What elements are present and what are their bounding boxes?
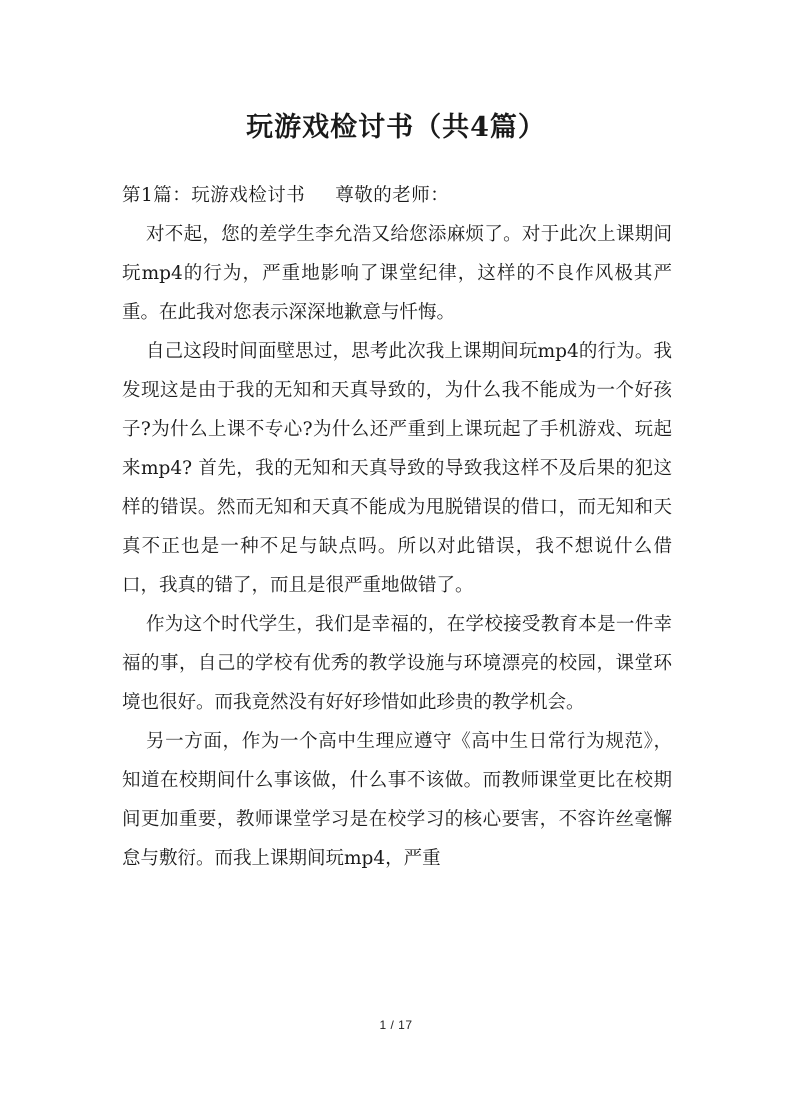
- salutation: 尊敬的老师：: [335, 185, 450, 206]
- page-number-indicator: 1 / 17: [379, 1018, 413, 1032]
- paragraph-1: 对不起，您的差学生李允浩又给您添麻烦了。对于此次上课期间玩mp4的行为，严重地影响了课堂纪律，这样的不良作风极其严重。在此我对您表示深深地歉意与忏悔。: [122, 224, 672, 323]
- document-body: [122, 176, 672, 878]
- paragraph-3: 作为这个时代学生，我们是幸福的，在学校接受教育本是一件幸福的事，自己的学校有优秀的教学设施与环境漂亮的校园，课堂环境也很好。而我竟然没有好好珍惜如此珍贵的教学机会。: [122, 614, 672, 713]
- section-heading: 第1篇：玩游戏检讨书: [122, 185, 306, 206]
- section-heading-line: [122, 176, 672, 215]
- paragraph-2: 自己这段时间面壁思过，思考此次我上课期间玩mp4的行为。我发现这是由于我的无知和天真导致的，为什么我不能成为一个好孩子?为什么上课不专心?为什么还严重到上课玩起了手机游戏、玩起来mp4? 首先，我的无知和天真导致的导致我这样不及后果的犯这样的错误。然而无知和天真不能成为甩脱错误的借口，而无知和天真不正也是一种不足与缺点吗。所以对此错误，我不想说什么借口，我真的错了，而且是很严重地做错了。: [122, 341, 672, 596]
- document-title: 玩游戏检讨书（共4篇）: [246, 112, 546, 143]
- paragraph-4: 另一方面，作为一个高中生理应遵守《高中生日常行为规范》，知道在校期间什么事该做，什么事不该做。而教师课堂更比在校期间更加重要，教师课堂学习是在校学习的核心要害，不容许丝毫懈怠与敷衍。而我上课期间玩mp4，严重: [122, 731, 672, 869]
